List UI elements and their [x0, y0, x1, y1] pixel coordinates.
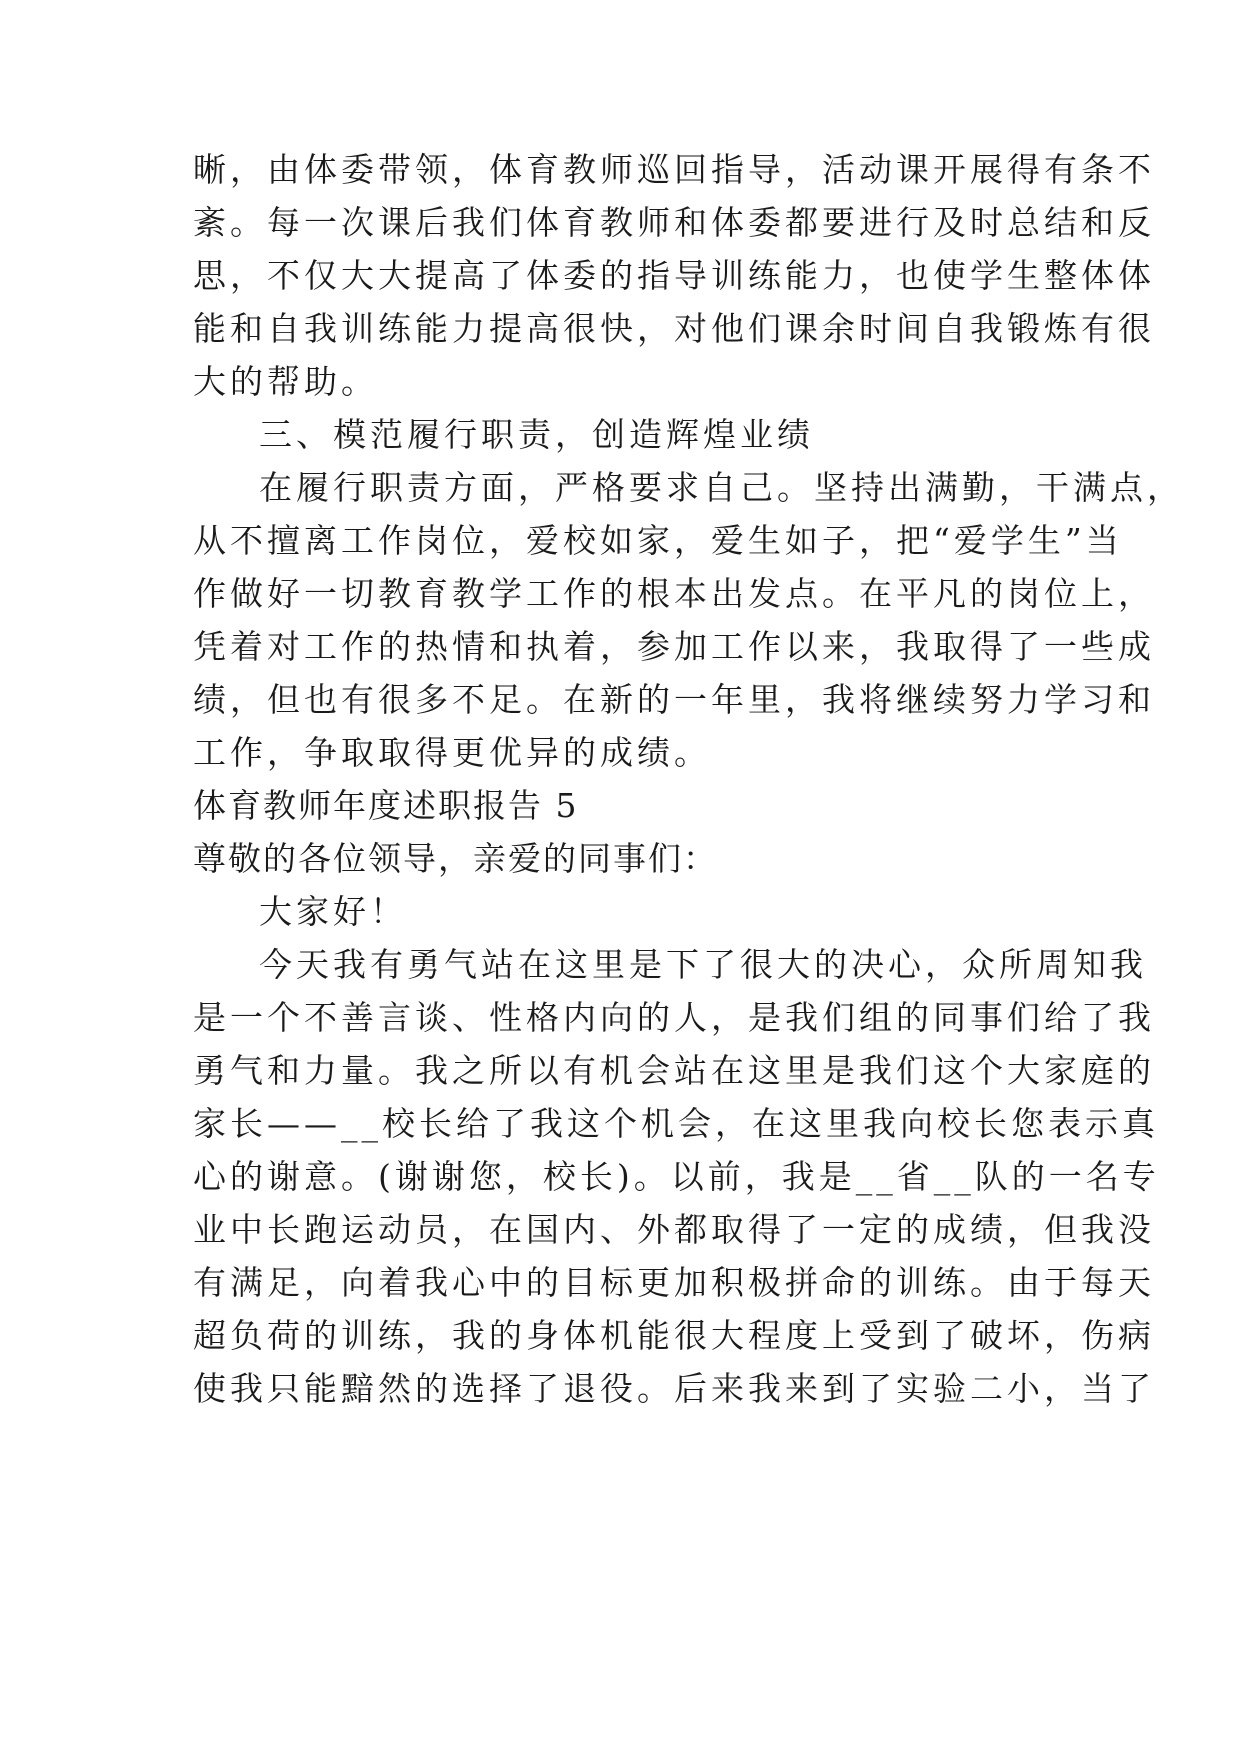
text-line: 使我只能黯然的选择了退役。后来我来到了实验二小，当了: [193, 1369, 1155, 1408]
text-line: 紊。每一次课后我们体育教师和体委都要进行及时总结和反: [193, 203, 1155, 242]
text-line: 超负荷的训练，我的身体机能很大程度上受到了破坏，伤病: [193, 1316, 1155, 1355]
text-line: 思，不仅大大提高了体委的指导训练能力，也使学生整体体: [193, 256, 1155, 295]
text-line: 凭着对工作的热情和执着，参加工作以来，我取得了一些成: [193, 627, 1155, 666]
text-line: 能和自我训练能力提高很快，对他们课余时间自我锻炼有很: [193, 309, 1155, 348]
text-line: 是一个不善言谈、性格内向的人，是我们组的同事们给了我: [193, 998, 1155, 1037]
text-line: 家长——__校长给了我这个机会，在这里我向校长您表示真: [193, 1104, 1159, 1143]
salutation: 尊敬的各位领导，亲爱的同事们：: [193, 839, 718, 878]
text-line: 今天我有勇气站在这里是下了很大的决心，众所周知我: [259, 945, 1147, 984]
text-line: 大的帮助。: [193, 362, 378, 401]
greeting: 大家好！: [259, 892, 407, 931]
text-line: 绩，但也有很多不足。在新的一年里，我将继续努力学习和: [193, 680, 1155, 719]
text-line: 有满足，向着我心中的目标更加积极拼命的训练。由于每天: [193, 1263, 1155, 1302]
text-line: 在履行职责方面，严格要求自己。坚持出满勤，干满点，: [259, 468, 1184, 507]
report-title: 体育教师年度述职报告 5: [193, 786, 579, 825]
text-line: 工作，争取取得更优异的成绩。: [193, 733, 711, 772]
text-line: 作做好一切教育教学工作的根本出发点。在平凡的岗位上，: [193, 574, 1155, 613]
text-line: 勇气和力量。我之所以有机会站在这里是我们这个大家庭的: [193, 1051, 1155, 1090]
text-line: 业中长跑运动员，在国内、外都取得了一定的成绩，但我没: [193, 1210, 1155, 1249]
text-line: 从不擅离工作岗位，爱校如家，爱生如子，把“爱学生”当: [193, 521, 1123, 560]
section-heading: 三、模范履行职责，创造辉煌业绩: [259, 415, 814, 454]
text-line: 心的谢意。(谢谢您，校长)。以前，我是__省__队的一名专: [193, 1157, 1160, 1196]
text-line: 晰，由体委带领，体育教师巡回指导，活动课开展得有条不: [193, 150, 1155, 189]
